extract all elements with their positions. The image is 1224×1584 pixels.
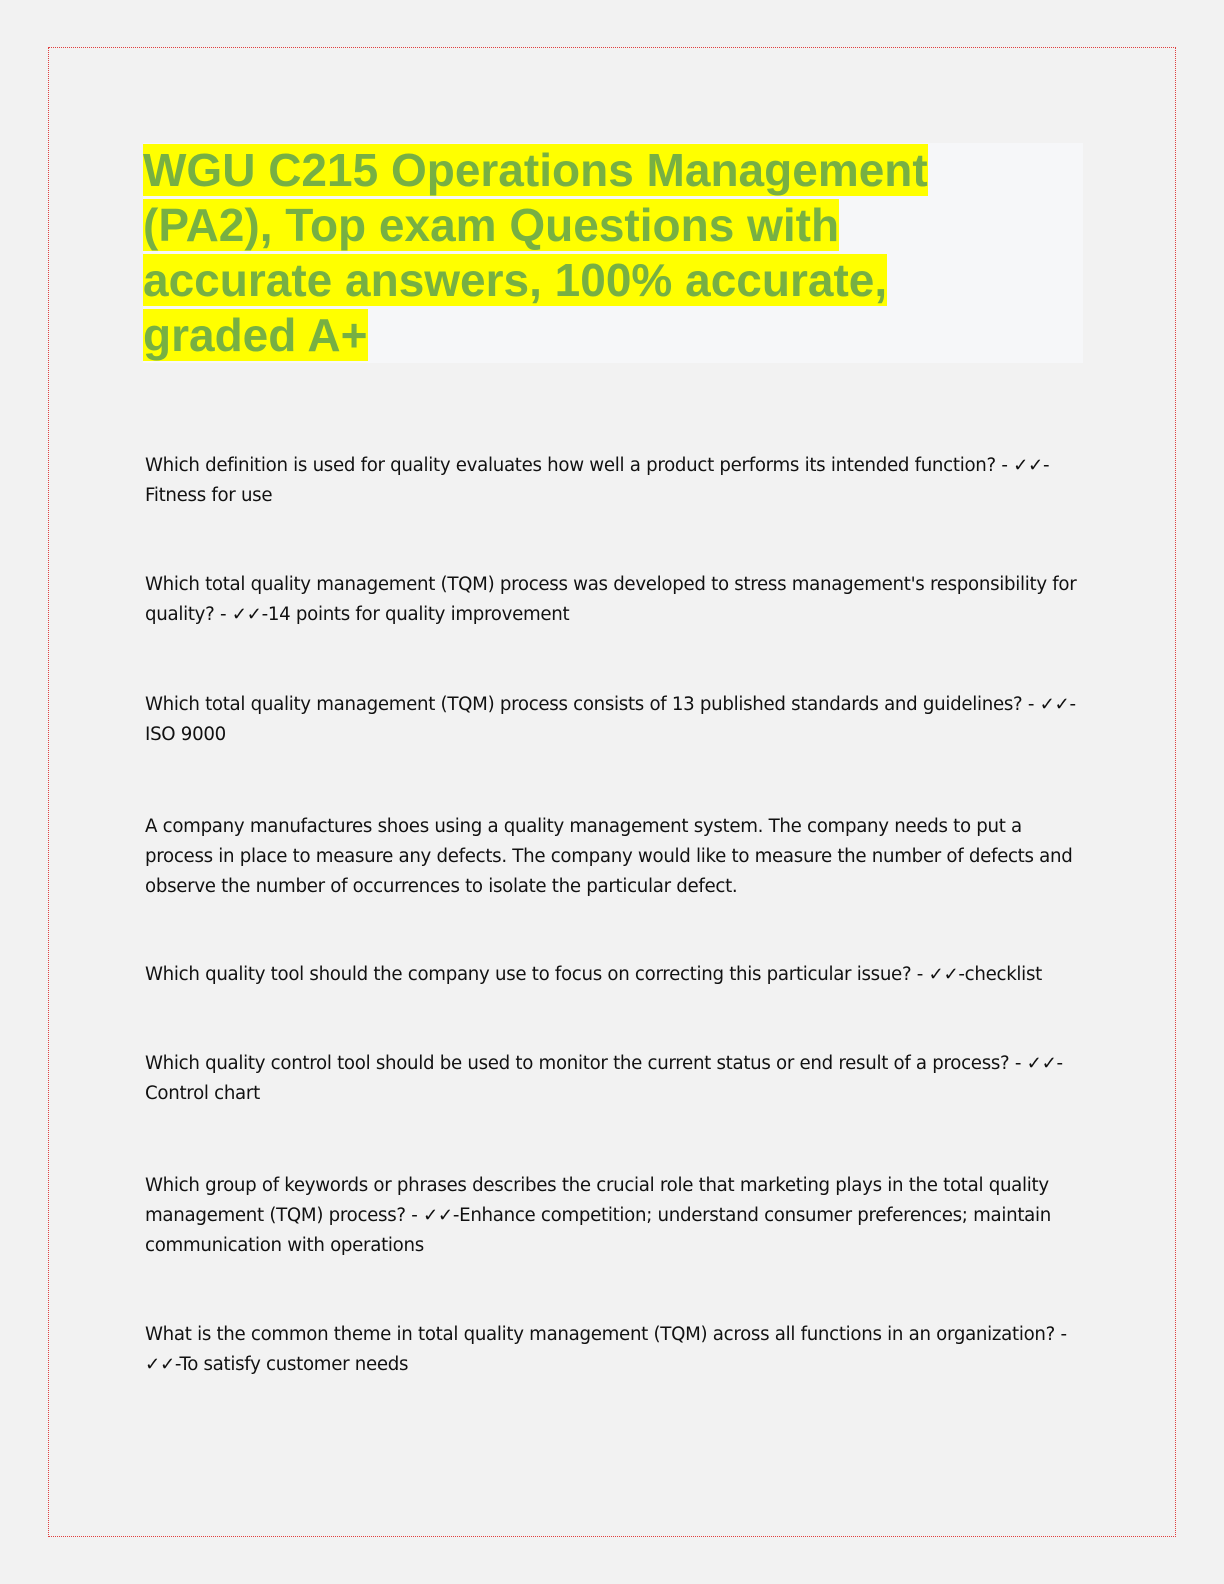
question-text: Which total quality management (TQM) process was developed to stress management's responsibility for quality? - (145, 574, 1077, 625)
checkmark-icon: ✓✓ (422, 1205, 453, 1226)
answer-text: -Control chart (145, 1053, 1063, 1104)
question-text: Which quality tool should the company use to focus on correcting this particular issue? - (145, 964, 929, 985)
checkmark-icon: ✓✓ (231, 604, 262, 625)
answer-text: -ISO 9000 (145, 694, 1076, 745)
answer-text: -14 points for quality improvement (261, 604, 570, 625)
title-line: WGU C215 Operations Management (143, 144, 928, 196)
title-line: accurate answers, 100% accurate, (143, 254, 888, 306)
question-text: What is the common theme in total quality management (TQM) across all functions in an organization? - (145, 1324, 1067, 1345)
question-text: Which total quality management (TQM) process consists of 13 published standards and guidelines? - (145, 694, 1040, 715)
question-text: Which group of keywords or phrases describes the crucial role that marketing plays in the total quality management (TQM) process? - (145, 1175, 1049, 1226)
title-line: (PA2), Top exam Questions with (143, 199, 840, 251)
qa-item (145, 960, 1085, 990)
checkmark-icon: ✓✓ (1039, 694, 1070, 715)
title-line: graded A+ (143, 309, 368, 361)
question-text: A company manufactures shoes using a quality management system. The company needs to put a process in place to measure any defects. The company would like to measure the number of defects and observe the number of occurrences to isolate the particular defect. (145, 816, 1073, 897)
qa-item (145, 1171, 1085, 1261)
checkmark-icon: ✓✓ (1026, 1053, 1057, 1074)
qa-item (145, 1049, 1085, 1109)
document-title (143, 143, 1083, 363)
answer-text: -Enhance competition; understand consumer preferences; maintain communication with operations (145, 1205, 1052, 1256)
answer-text: -To satisfy customer needs (174, 1354, 409, 1375)
question-text: Which definition is used for quality evaluates how well a product performs its intended function? - (145, 455, 1014, 476)
checkmark-icon: ✓✓ (1013, 455, 1043, 476)
qa-item (145, 812, 1085, 902)
answer-text: -checklist (958, 964, 1042, 985)
checkmark-icon: ✓✓ (145, 1354, 175, 1375)
question-text: Which quality control tool should be used to monitor the current status or end result of a process? - (145, 1053, 1027, 1074)
qa-item (145, 451, 1085, 511)
qa-item (145, 1320, 1085, 1380)
title-block (143, 143, 1083, 363)
qa-item (145, 570, 1085, 630)
checkmark-icon: ✓✓ (928, 964, 959, 985)
answer-text: -Fitness for use (145, 455, 1050, 506)
qa-item (145, 690, 1085, 750)
